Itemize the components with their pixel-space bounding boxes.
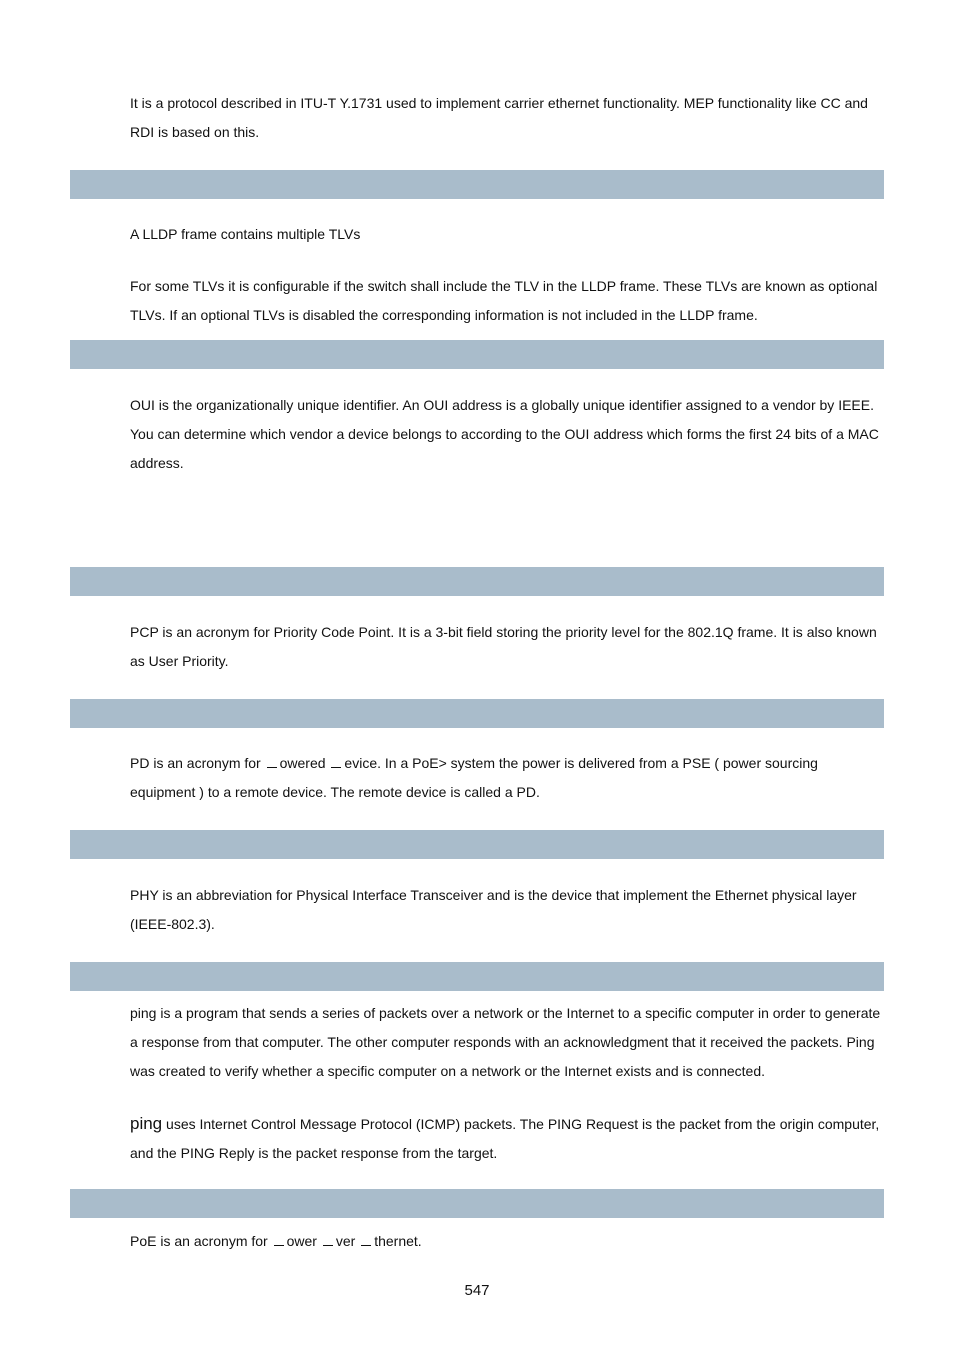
missing-letter-mark [361, 1233, 371, 1246]
section-header-bar [70, 340, 884, 369]
section-header-bar [70, 1189, 884, 1218]
pd-text-a: PD is an acronym for [130, 755, 261, 771]
missing-letter-mark [323, 1233, 333, 1246]
tlv-paragraph-2: For some TLVs it is configurable if the switch shall include the TLV in the LLDP frame. These TLVs are known as optional TLVs. If an optional TLVs is disabled the corresponding information is not included in the LLDP frame. [130, 278, 878, 323]
section-header-bar [70, 567, 884, 596]
missing-letter-mark [274, 1233, 284, 1246]
section-header-bar [70, 962, 884, 991]
section-header-bar [70, 170, 884, 199]
poe-text-d: thernet. [374, 1233, 422, 1249]
pd-text-c: evice. In a PoE> system the power is delivered from a PSE ( power sourcing equipment ) to a remote device. The remote device is called a PD. [130, 755, 818, 800]
missing-letter-mark [267, 755, 277, 768]
missing-letter-mark [331, 755, 341, 768]
phy-paragraph: PHY is an abbreviation for Physical Interface Transceiver and is the device that implement the Ethernet physical layer (IEEE-802.3). [130, 887, 857, 932]
pcp-paragraph: PCP is an acronym for Priority Code Point. It is a 3-bit field storing the priority level for the 802.1Q frame. It is also known as User Priority. [130, 624, 877, 669]
oui-paragraph: OUI is the organizationally unique identifier. An OUI address is a globally unique identifier assigned to a vendor by IEEE. You can determine which vendor a device belongs to according to the OUI address which forms the first 24 bits of a MAC address. [130, 397, 879, 471]
section-header-bar [70, 830, 884, 859]
ping-paragraph-1: ping is a program that sends a series of packets over a network or the Internet to a specific computer in order to generate a response from that computer. The other computer responds with an acknowledgment that it received the packets. Ping was created to verify whether a specific computer on a network or the Internet exists and is connected. [130, 1005, 881, 1079]
page-number: 547 [464, 1282, 490, 1299]
mep-paragraph: It is a protocol described in ITU-T Y.1731 used to implement carrier ethernet functionality. MEP functionality like CC and RDI is based on this. [130, 95, 868, 140]
poe-paragraph [130, 1227, 884, 1256]
ping-paragraph-2 [130, 1109, 884, 1168]
poe-text-b: ower [286, 1233, 317, 1249]
pd-text-b: owered [279, 755, 326, 771]
tlv-paragraph-1: A LLDP frame contains multiple TLVs [130, 226, 361, 242]
ping-text: uses Internet Control Message Protocol (ICMP) packets. The PING Request is the packet from the origin computer, and the PING Reply is the packet response from the target. [130, 1116, 880, 1161]
pd-paragraph [130, 749, 884, 807]
section-header-bar [70, 699, 884, 728]
poe-text-c: ver [335, 1233, 356, 1249]
ping-word: ping [130, 1114, 163, 1133]
poe-text-a: PoE is an acronym for [130, 1233, 268, 1249]
